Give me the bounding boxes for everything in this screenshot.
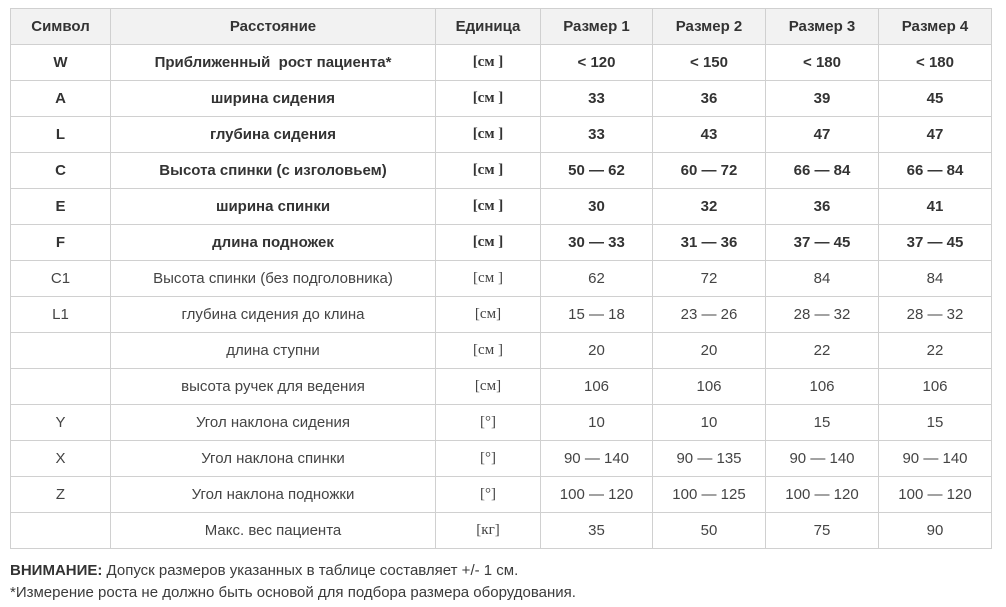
size-3-cell: < 180 [766, 45, 879, 81]
table-row [11, 333, 992, 369]
column-header-size4: Размер 4 [879, 9, 992, 45]
distance-cell: глубина сидения до клина [111, 297, 436, 333]
size-3-cell: 15 [766, 405, 879, 441]
size-4-cell: 100 — 120 [879, 477, 992, 513]
size-3-cell: 36 [766, 189, 879, 225]
size-1-cell: 15 — 18 [541, 297, 653, 333]
size-3-cell: 106 [766, 369, 879, 405]
symbol-cell: C1 [11, 261, 111, 297]
table-row [11, 117, 992, 153]
footer-notes [10, 560, 996, 604]
size-1-cell: 20 [541, 333, 653, 369]
size-2-cell: 36 [653, 81, 766, 117]
size-1-cell: 35 [541, 513, 653, 549]
size-2-cell: < 150 [653, 45, 766, 81]
unit-cell: [см ] [436, 117, 541, 153]
table-row [11, 513, 992, 549]
distance-cell: ширина спинки [111, 189, 436, 225]
distance-cell: Макс. вес пациента [111, 513, 436, 549]
size-4-cell: 28 — 32 [879, 297, 992, 333]
size-3-cell: 37 — 45 [766, 225, 879, 261]
distance-cell: ширина сидения [111, 81, 436, 117]
unit-cell: [кг] [436, 513, 541, 549]
size-3-cell: 90 — 140 [766, 441, 879, 477]
table-row [11, 45, 992, 81]
size-1-cell: < 120 [541, 45, 653, 81]
distance-cell: Угол наклона спинки [111, 441, 436, 477]
table-row [11, 441, 992, 477]
size-3-cell: 28 — 32 [766, 297, 879, 333]
column-header-size1: Размер 1 [541, 9, 653, 45]
symbol-cell: E [11, 189, 111, 225]
unit-cell: [см] [436, 297, 541, 333]
size-spec-table [10, 8, 992, 549]
distance-cell: глубина сидения [111, 117, 436, 153]
size-2-cell: 32 [653, 189, 766, 225]
table-header-row [11, 9, 992, 45]
size-4-cell: 47 [879, 117, 992, 153]
size-2-cell: 43 [653, 117, 766, 153]
unit-cell: [°] [436, 441, 541, 477]
table-row [11, 477, 992, 513]
table-row [11, 369, 992, 405]
size-4-cell: 37 — 45 [879, 225, 992, 261]
table-row [11, 297, 992, 333]
symbol-cell: W [11, 45, 111, 81]
size-3-cell: 75 [766, 513, 879, 549]
size-1-cell: 10 [541, 405, 653, 441]
size-4-cell: 41 [879, 189, 992, 225]
size-1-cell: 30 — 33 [541, 225, 653, 261]
size-1-cell: 33 [541, 117, 653, 153]
distance-cell: Угол наклона сидения [111, 405, 436, 441]
unit-cell: [см ] [436, 333, 541, 369]
size-2-cell: 100 — 125 [653, 477, 766, 513]
size-2-cell: 90 — 135 [653, 441, 766, 477]
size-2-cell: 10 [653, 405, 766, 441]
unit-cell: [°] [436, 477, 541, 513]
size-4-cell: 66 — 84 [879, 153, 992, 189]
symbol-cell: Y [11, 405, 111, 441]
size-2-cell: 72 [653, 261, 766, 297]
footer-warning-label: ВНИМАНИЕ: [10, 562, 103, 579]
table-header [11, 9, 992, 45]
column-header-unit: Единица [436, 9, 541, 45]
size-2-cell: 23 — 26 [653, 297, 766, 333]
size-4-cell: 90 [879, 513, 992, 549]
distance-cell: Угол наклона подножки [111, 477, 436, 513]
distance-cell: Высота спинки (без подголовника) [111, 261, 436, 297]
symbol-cell: A [11, 81, 111, 117]
unit-cell: [см] [436, 369, 541, 405]
column-header-distance: Расстояние [111, 9, 436, 45]
size-2-cell: 106 [653, 369, 766, 405]
symbol-cell: L1 [11, 297, 111, 333]
size-1-cell: 30 [541, 189, 653, 225]
size-4-cell: 15 [879, 405, 992, 441]
size-1-cell: 90 — 140 [541, 441, 653, 477]
size-3-cell: 84 [766, 261, 879, 297]
size-1-cell: 106 [541, 369, 653, 405]
unit-cell: [°] [436, 405, 541, 441]
distance-cell: Высота спинки (с изголовьем) [111, 153, 436, 189]
column-header-size3: Размер 3 [766, 9, 879, 45]
unit-cell: [см ] [436, 81, 541, 117]
symbol-cell: C [11, 153, 111, 189]
size-1-cell: 62 [541, 261, 653, 297]
table-row [11, 81, 992, 117]
table-row [11, 153, 992, 189]
column-header-symbol: Символ [11, 9, 111, 45]
size-2-cell: 20 [653, 333, 766, 369]
distance-cell: длина ступни [111, 333, 436, 369]
distance-cell: длина подножек [111, 225, 436, 261]
symbol-cell [11, 333, 111, 369]
table-row [11, 225, 992, 261]
symbol-cell: F [11, 225, 111, 261]
symbol-cell [11, 513, 111, 549]
size-3-cell: 47 [766, 117, 879, 153]
size-4-cell: 22 [879, 333, 992, 369]
size-2-cell: 60 — 72 [653, 153, 766, 189]
symbol-cell: X [11, 441, 111, 477]
distance-cell: Приближенный рост пациента* [111, 45, 436, 81]
symbol-cell: L [11, 117, 111, 153]
table-row [11, 405, 992, 441]
size-4-cell: 45 [879, 81, 992, 117]
size-2-cell: 50 [653, 513, 766, 549]
unit-cell: [см ] [436, 45, 541, 81]
size-4-cell: < 180 [879, 45, 992, 81]
footer-warning-line [10, 560, 996, 582]
size-3-cell: 39 [766, 81, 879, 117]
unit-cell: [см ] [436, 153, 541, 189]
size-1-cell: 33 [541, 81, 653, 117]
table-body [11, 45, 992, 549]
footer-note-line: *Измерение роста не должно быть основой для подбора размера оборудования. [10, 584, 576, 601]
size-4-cell: 84 [879, 261, 992, 297]
unit-cell: [см ] [436, 189, 541, 225]
footer-warning-text: Допуск размеров указанных в таблице составляет +/- 1 см. [102, 562, 519, 579]
table-row [11, 189, 992, 225]
distance-cell: высота ручек для ведения [111, 369, 436, 405]
size-4-cell: 90 — 140 [879, 441, 992, 477]
size-4-cell: 106 [879, 369, 992, 405]
unit-cell: [см ] [436, 225, 541, 261]
size-2-cell: 31 — 36 [653, 225, 766, 261]
table-row [11, 261, 992, 297]
symbol-cell [11, 369, 111, 405]
column-header-size2: Размер 2 [653, 9, 766, 45]
size-1-cell: 100 — 120 [541, 477, 653, 513]
symbol-cell: Z [11, 477, 111, 513]
size-3-cell: 22 [766, 333, 879, 369]
unit-cell: [см ] [436, 261, 541, 297]
size-3-cell: 66 — 84 [766, 153, 879, 189]
size-3-cell: 100 — 120 [766, 477, 879, 513]
size-1-cell: 50 — 62 [541, 153, 653, 189]
